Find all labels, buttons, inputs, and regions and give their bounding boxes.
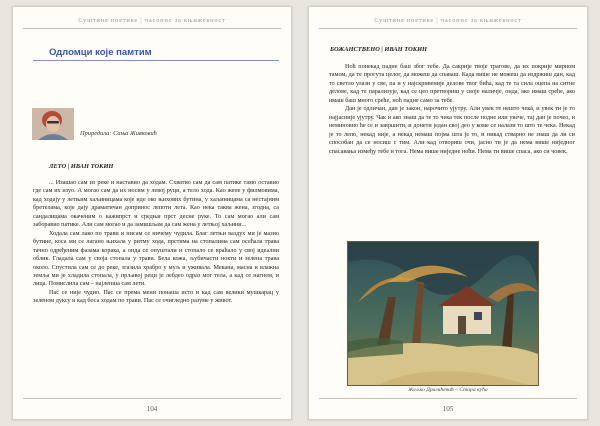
chapter-body (329, 63, 575, 156)
paragraph: Дан је одличан, дан је закон, нарочито ујутру. Али увек те нешто чека, и увек ти је то најјасније ујутру. Чак и ако знаш да те то чека тек после подне или увече, тај дан је почео, и неминовно ће се и завршити, и донети један свој део у коме се налази то што те чека. Некад је то лепо, некад није, а некад немаш појма шта је то, и никад стварно не знаш да ли си способан да се носиш с тим. Али кад отвориш очи, јасно ти је да нема више ниједног спасавања између тебе и тога. Нема више ниједне ноћи. Нема ти више спаса, ако си човек. (329, 105, 575, 155)
editor-credit: Приредила: Сања Живковић (80, 130, 157, 137)
chapter-title: ЛЕТО | ИВАН ТОКИН (49, 163, 114, 170)
page-header: Суштина поетике | часопис за књижевност (374, 17, 522, 24)
paragraph: Ходала сам лако по трави и нисам се ничему чудила. Благ летњи ваздух ми је мазио бутине, коса ми се лагано њихала у ритму хода, прстима на стопалима сам осећала трава тачно одређеним фазама корака, а онда се опуштали и стопало се враћало у свој идеални облик. Гладала сам у своја стопала у трави. Бела кожа, љубичасти нокти и зелена трава около. Спустила сам се до реке, згазила храбро у муљ и уживала. Мекана, масна и влажна земља ми је хладила стопала, у прљавој реци је лебдео одраз мог тела, а кад се нагнем, и лица. Помислила сам – најлепша сам лети. (33, 229, 279, 288)
chapter-body (33, 179, 279, 306)
paragraph: ... Изашао сам из реке и наставио да ходам. Схватио сам да сам патике тамо оставио где сам их изуо. А могао сам да их носим у левој руци, а тело хода. Као жене у филмовима, кад ходају у летњим хаљиницама које иде око њихових бутина, у хаљиницама са нестајним бретелама, које дају драматичан допринос лепоти лета. Као нека таква жена, згодна, са сандалицама окаченим о кажипрст и средњи прст десне руке. То сам могао али сам заборавио патике. Али сам могао и да замишљам да сам жена у летњој хаљини... (33, 179, 279, 229)
paragraph: Пас се није чудио. Пас се према мени понаша исто и кад сам велики мушкарац у зеленом дуксу и кад боса ходам по трави. Пас се очигледно разуме у живот. (33, 288, 279, 305)
chapter-title: БОЖАНСТВЕНО | ИВАН ТОКИН (330, 46, 428, 53)
footer-divider (23, 398, 281, 399)
header-divider (319, 28, 577, 29)
painting-caption: Жељко Драгићевић – Стара кућа (408, 387, 488, 393)
section-title-underline (33, 60, 279, 61)
footer-divider (319, 398, 577, 399)
page-header: Суштина поетике | часопис за књижевност (78, 17, 226, 24)
left-page (12, 6, 292, 420)
painting-image (347, 241, 539, 386)
section-title: Одломци које памтим (49, 47, 152, 58)
right-page (308, 6, 588, 420)
header-divider (23, 28, 281, 29)
page-number: 104 (146, 405, 158, 413)
paragraph: Ноћ понекад падне баш због тебе. Да сакрије твоје трагове, да их покрије мирном тамом, да те прогута целог, да можеш да спаваш. Када више не можеш да издржиш дан, кад то светло улази у све, па и у најскривеније делове твог бића, кад те та сила оцепа на ситне делове, кад те парализује, кад се цео претвориш у своје наличје, онда, ако имаш среће, ако имаш баш много среће, ноћ падне само за тебе. (329, 63, 575, 104)
page-number: 105 (442, 405, 454, 413)
editor-photo (32, 108, 74, 140)
